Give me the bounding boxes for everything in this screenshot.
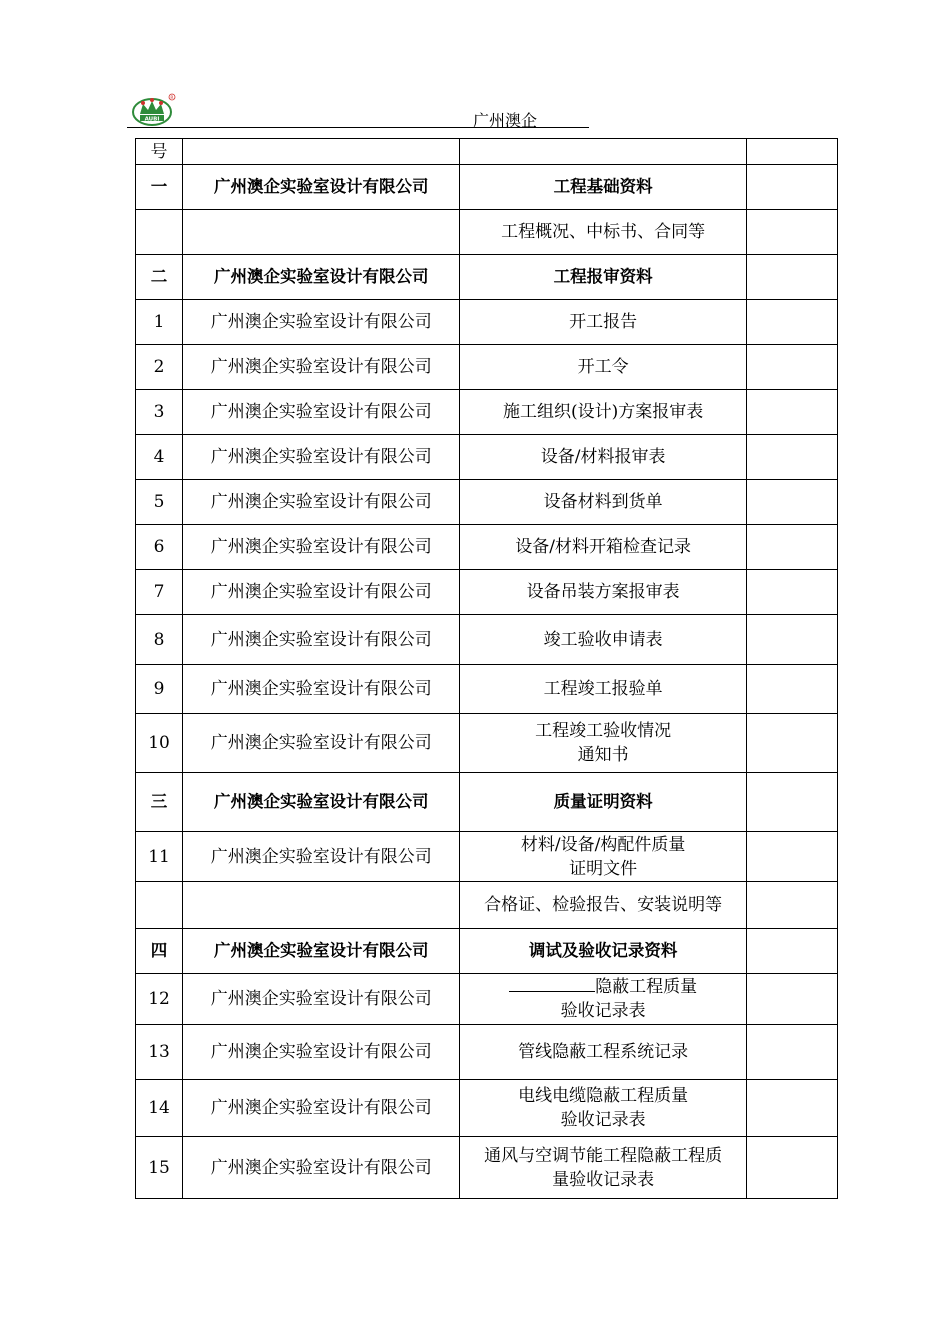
remarks-cell <box>746 345 837 390</box>
document-item <box>460 255 746 300</box>
company-name: 广州澳企实验室设计有限公司 <box>183 345 460 390</box>
remarks-cell <box>746 615 837 665</box>
blank-fill-line <box>509 975 595 992</box>
remarks-cell <box>746 974 837 1025</box>
table-row <box>136 974 838 1025</box>
row-number: 2 <box>136 345 183 390</box>
company-name: 广州澳企实验室设计有限公司 <box>183 929 460 974</box>
row-number: 13 <box>136 1025 183 1080</box>
company-name: 广州澳企实验室设计有限公司 <box>183 1080 460 1137</box>
item-line: 设备/材料报审表 <box>540 447 666 467</box>
item-line: 工程基础资料 <box>553 177 653 196</box>
document-item <box>460 665 746 714</box>
item-line: 设备材料到货单 <box>543 492 663 512</box>
remarks-cell <box>746 1025 837 1080</box>
table-row <box>136 1137 838 1199</box>
table-row <box>136 570 838 615</box>
row-number: 7 <box>136 570 183 615</box>
company-name: 广州澳企实验室设计有限公司 <box>183 435 460 480</box>
remarks-cell <box>746 435 837 480</box>
remarks-cell <box>746 390 837 435</box>
table-row <box>136 435 838 480</box>
row-number: 二 <box>136 255 183 300</box>
company-name: 广州澳企实验室设计有限公司 <box>183 832 460 882</box>
company-name: 广州澳企实验室设计有限公司 <box>183 255 460 300</box>
item-line: 工程竣工报验单 <box>543 679 663 699</box>
company-name: 广州澳企实验室设计有限公司 <box>183 974 460 1025</box>
company-name: 广州澳企实验室设计有限公司 <box>183 714 460 773</box>
row-number: 15 <box>136 1137 183 1199</box>
remarks-cell <box>746 480 837 525</box>
item-line: 通风与空调节能工程隐蔽工程质 <box>484 1145 723 1166</box>
company-name: 广州澳企实验室设计有限公司 <box>183 773 460 832</box>
empty-cell <box>746 139 837 165</box>
item-line <box>460 975 745 999</box>
company-name: 广州澳企实验室设计有限公司 <box>183 570 460 615</box>
row-number <box>136 210 183 255</box>
document-item <box>460 929 746 974</box>
no-column-header: 号 <box>136 139 183 165</box>
table-row <box>136 210 838 255</box>
item-line: 管线隐蔽工程系统记录 <box>518 1042 689 1062</box>
table-row <box>136 714 838 773</box>
remarks-cell <box>746 929 837 974</box>
section-row <box>136 773 838 832</box>
row-number: 9 <box>136 665 183 714</box>
document-item <box>460 615 746 665</box>
row-number: 一 <box>136 165 183 210</box>
empty-cell <box>460 139 746 165</box>
remarks-cell <box>746 570 837 615</box>
item-line: 通知书 <box>577 745 629 765</box>
company-name: 广州澳企实验室设计有限公司 <box>183 525 460 570</box>
empty-cell <box>183 139 460 165</box>
page-header <box>127 92 589 130</box>
document-item <box>460 210 746 255</box>
row-number: 四 <box>136 929 183 974</box>
document-item <box>460 435 746 480</box>
item-line: 调试及验收记录资料 <box>528 941 678 960</box>
table-row <box>136 300 838 345</box>
table-header-row <box>136 139 838 165</box>
remarks-cell <box>746 832 837 882</box>
remarks-cell <box>746 165 837 210</box>
document-item <box>460 300 746 345</box>
remarks-cell <box>746 773 837 832</box>
remarks-cell <box>746 255 837 300</box>
company-name <box>183 210 460 255</box>
document-item <box>460 773 746 832</box>
table-row <box>136 525 838 570</box>
table-row <box>136 1025 838 1080</box>
item-line: 质量证明资料 <box>553 792 653 811</box>
document-item <box>460 390 746 435</box>
row-number: 三 <box>136 773 183 832</box>
table-row <box>136 882 838 929</box>
document-item <box>460 1137 746 1199</box>
remarks-cell <box>746 882 837 929</box>
item-line: 设备/材料开箱检查记录 <box>515 537 692 557</box>
item-line: 设备吊装方案报审表 <box>526 582 680 602</box>
remarks-cell <box>746 1137 837 1199</box>
remarks-cell <box>746 1080 837 1137</box>
document-item <box>460 480 746 525</box>
row-number: 5 <box>136 480 183 525</box>
document-item <box>460 832 746 882</box>
company-name: 广州澳企实验室设计有限公司 <box>183 165 460 210</box>
svg-text:R: R <box>170 95 174 101</box>
row-number: 8 <box>136 615 183 665</box>
document-item <box>460 345 746 390</box>
header-title: 广州澳企 <box>473 111 538 130</box>
section-row <box>136 929 838 974</box>
row-number: 1 <box>136 300 183 345</box>
document-table <box>135 138 838 1199</box>
company-name: 广州澳企实验室设计有限公司 <box>183 480 460 525</box>
table-row <box>136 832 838 882</box>
item-line: 工程竣工验收情况 <box>535 721 672 741</box>
section-row <box>136 255 838 300</box>
table-row <box>136 345 838 390</box>
item-line: 施工组织(设计)方案报审表 <box>503 402 704 422</box>
remarks-cell <box>746 210 837 255</box>
item-line: 合格证、检验报告、安装说明等 <box>484 895 723 915</box>
company-name: 广州澳企实验室设计有限公司 <box>183 390 460 435</box>
table-row <box>136 480 838 525</box>
document-item <box>460 1025 746 1080</box>
company-name: 广州澳企实验室设计有限公司 <box>183 1025 460 1080</box>
item-line: 工程概况、中标书、合同等 <box>501 222 706 242</box>
item-line: 开工报告 <box>569 312 638 332</box>
table-row <box>136 390 838 435</box>
company-name: 广州澳企实验室设计有限公司 <box>183 1137 460 1199</box>
row-number: 12 <box>136 974 183 1025</box>
row-number: 14 <box>136 1080 183 1137</box>
item-line: 验收记录表 <box>560 1001 646 1021</box>
company-name: 广州澳企实验室设计有限公司 <box>183 615 460 665</box>
item-line: 工程报审资料 <box>553 267 653 286</box>
document-item <box>460 1080 746 1137</box>
remarks-cell <box>746 714 837 773</box>
document-item <box>460 882 746 929</box>
table-row <box>136 615 838 665</box>
row-number: 6 <box>136 525 183 570</box>
document-item <box>460 714 746 773</box>
table-row <box>136 665 838 714</box>
item-line-text: 隐蔽工程质量 <box>595 977 698 997</box>
remarks-cell <box>746 300 837 345</box>
remarks-cell <box>746 665 837 714</box>
row-number: 4 <box>136 435 183 480</box>
item-line: 竣工验收申请表 <box>543 629 663 650</box>
item-line: 开工令 <box>577 357 629 377</box>
remarks-cell <box>746 525 837 570</box>
header-divider <box>127 127 589 128</box>
document-item <box>460 165 746 210</box>
item-line: 证明文件 <box>569 858 638 879</box>
section-row <box>136 165 838 210</box>
document-item <box>460 570 746 615</box>
document-item <box>460 974 746 1025</box>
company-name: 广州澳企实验室设计有限公司 <box>183 300 460 345</box>
company-name: 广州澳企实验室设计有限公司 <box>183 665 460 714</box>
document-item <box>460 525 746 570</box>
item-line: 电线电缆隐蔽工程质量 <box>518 1086 689 1106</box>
svg-text:AUBI: AUBI <box>144 116 160 123</box>
row-number: 3 <box>136 390 183 435</box>
item-line: 验收记录表 <box>560 1110 646 1130</box>
item-line: 量验收记录表 <box>552 1169 655 1190</box>
row-number <box>136 882 183 929</box>
company-name <box>183 882 460 929</box>
row-number: 11 <box>136 832 183 882</box>
row-number: 10 <box>136 714 183 773</box>
company-logo-icon <box>131 92 177 128</box>
table-row <box>136 1080 838 1137</box>
item-line: 材料/设备/构配件质量 <box>520 834 686 855</box>
